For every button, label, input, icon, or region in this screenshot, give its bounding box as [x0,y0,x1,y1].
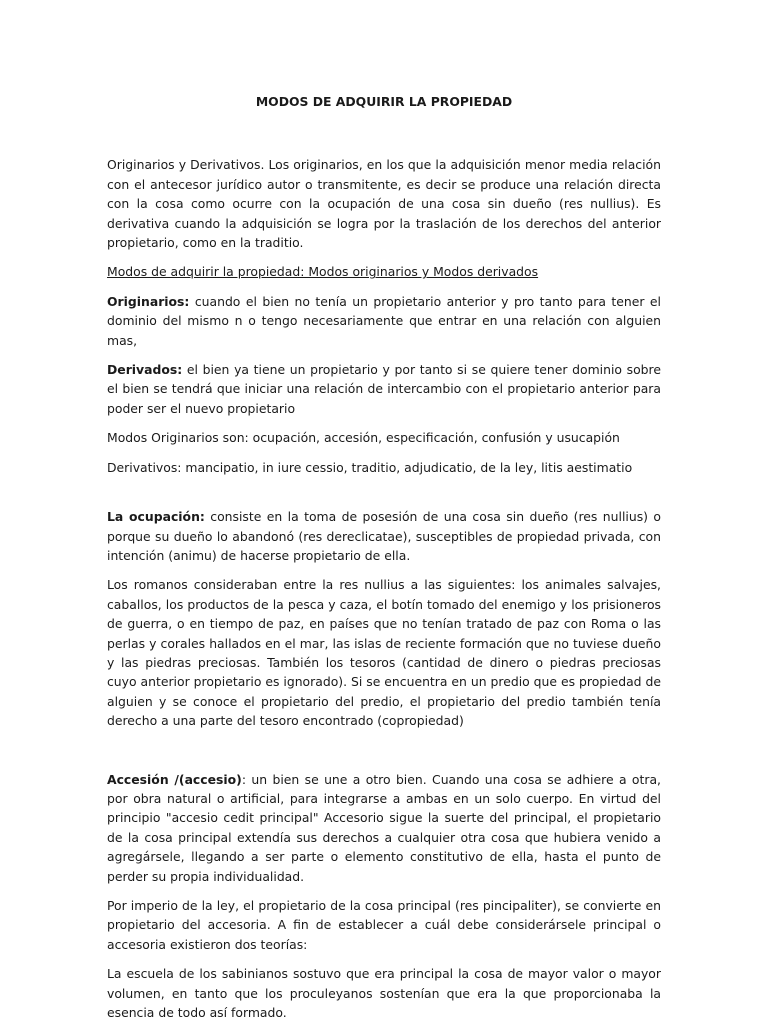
intro-paragraph: Originarios y Derivativos. Los originarios, en los que la adquisición menor media relación con el antecesor jurídico autor o transmitente, es decir se produce una relación directa con la cosa como ocurre con la ocupación de una cosa sin dueño (res nullius). Es derivativa cuando la adquisición se logra por la traslación de los derechos del anterior propietario, como en la traditio. [107,157,661,251]
subheading-text: Modos de adquirir la propiedad: Modos originarios y Modos derivados [107,264,539,280]
document-title: MODOS DE ADQUIRIR LA PROPIEDAD [255,94,513,109]
ocupacion-paragraph [107,507,661,565]
accesion-text: : un bien se une a otro bien. Cuando una cosa se adhiere a otra, por obra natural o artificial, para integrarse a ambas en un solo cuerpo. En virtud del principio "accesio cedit principal" Accesorio sigue la suerte del principal, el propietario de la cosa principal extendía sus derechos a cualquier otra cosa que hubiera venido a agregársele, llegando a ser parte o elemento constitutivo de ella, hasta el punto de perder su propia individualidad. [107,771,661,884]
originarios-paragraph [107,292,661,350]
spacer [107,487,661,507]
accesion-label: Accesión /(accesio) [107,771,242,787]
spacer [107,741,661,770]
modos-originarios-paragraph: Modos Originarios son: ocupación, accesión, especificación, confusión y usucapión [107,430,620,446]
ocupacion-label: La ocupación: [107,509,205,525]
ocupacion-text: consiste en la toma de posesión de una cosa sin dueño (res nullius) o porque su dueño lo abandonó (res dereclicatae), susceptibles de propiedad privada, con intención (animu) de hacerse propietario de ella. [107,509,661,563]
originarios-text: cuando el bien no tenía un propietario anterior y pro tanto para tener el dominio del mismo n o tengo necesariamente que entrar en una relación con alguien mas, [107,293,661,348]
document-page [107,92,661,1032]
accesion-paragraph [107,770,661,886]
romanos-paragraph: Los romanos consideraban entre la res nullius a las siguientes: los animales salvajes, caballos, los productos de la pesca y caza, el botín tomado del enemigo y los prisioneros de guerra, o en tiempo de paz, en países que no tenían tratado de paz con Roma o las perlas y corales hallados en el mar, las islas de reciente formación que no tuviese dueño y las piedras preciosas. También los tesoros (cantidad de dinero o piedras preciosas cuyo anterior propietario es ignorado). Si se encuentra en un predio que es propiedad de alguien y se conoce el propietario del predio, el propietario del predio también tenía derecho a una parte del tesoro encontrado (copropiedad) [107,577,661,729]
derivados-text: el bien ya tiene un propietario y por tanto si se quiere tener dominio sobre el bien se tendrá que iniciar una relación de intercambio con el propietario anterior para poder ser el nuevo propietario [107,362,661,416]
originarios-label: Originarios: [107,293,190,309]
derivados-paragraph [107,360,661,418]
sabinianos-paragraph: La escuela de los sabinianos sostuvo que era principal la cosa de mayor valor o mayor volumen, en tanto que los proculeyanos sostenían que era la que proporcionaba la esencia de todo así formado. [107,966,661,1021]
imperio-paragraph: Por imperio de la ley, el propietario de la cosa principal (res pincipaliter), se convierte en propietario del accesoria. A fin de establecer a cuál debe considerársele principal o accesoria existieron dos teorías: [107,898,661,952]
derivados-label: Derivados: [107,362,183,378]
subheading [107,262,661,281]
derivativos-paragraph: Derivativos: mancipatio, in iure cessio, traditio, adjudicatio, de la ley, litis aestimatio [107,459,633,475]
